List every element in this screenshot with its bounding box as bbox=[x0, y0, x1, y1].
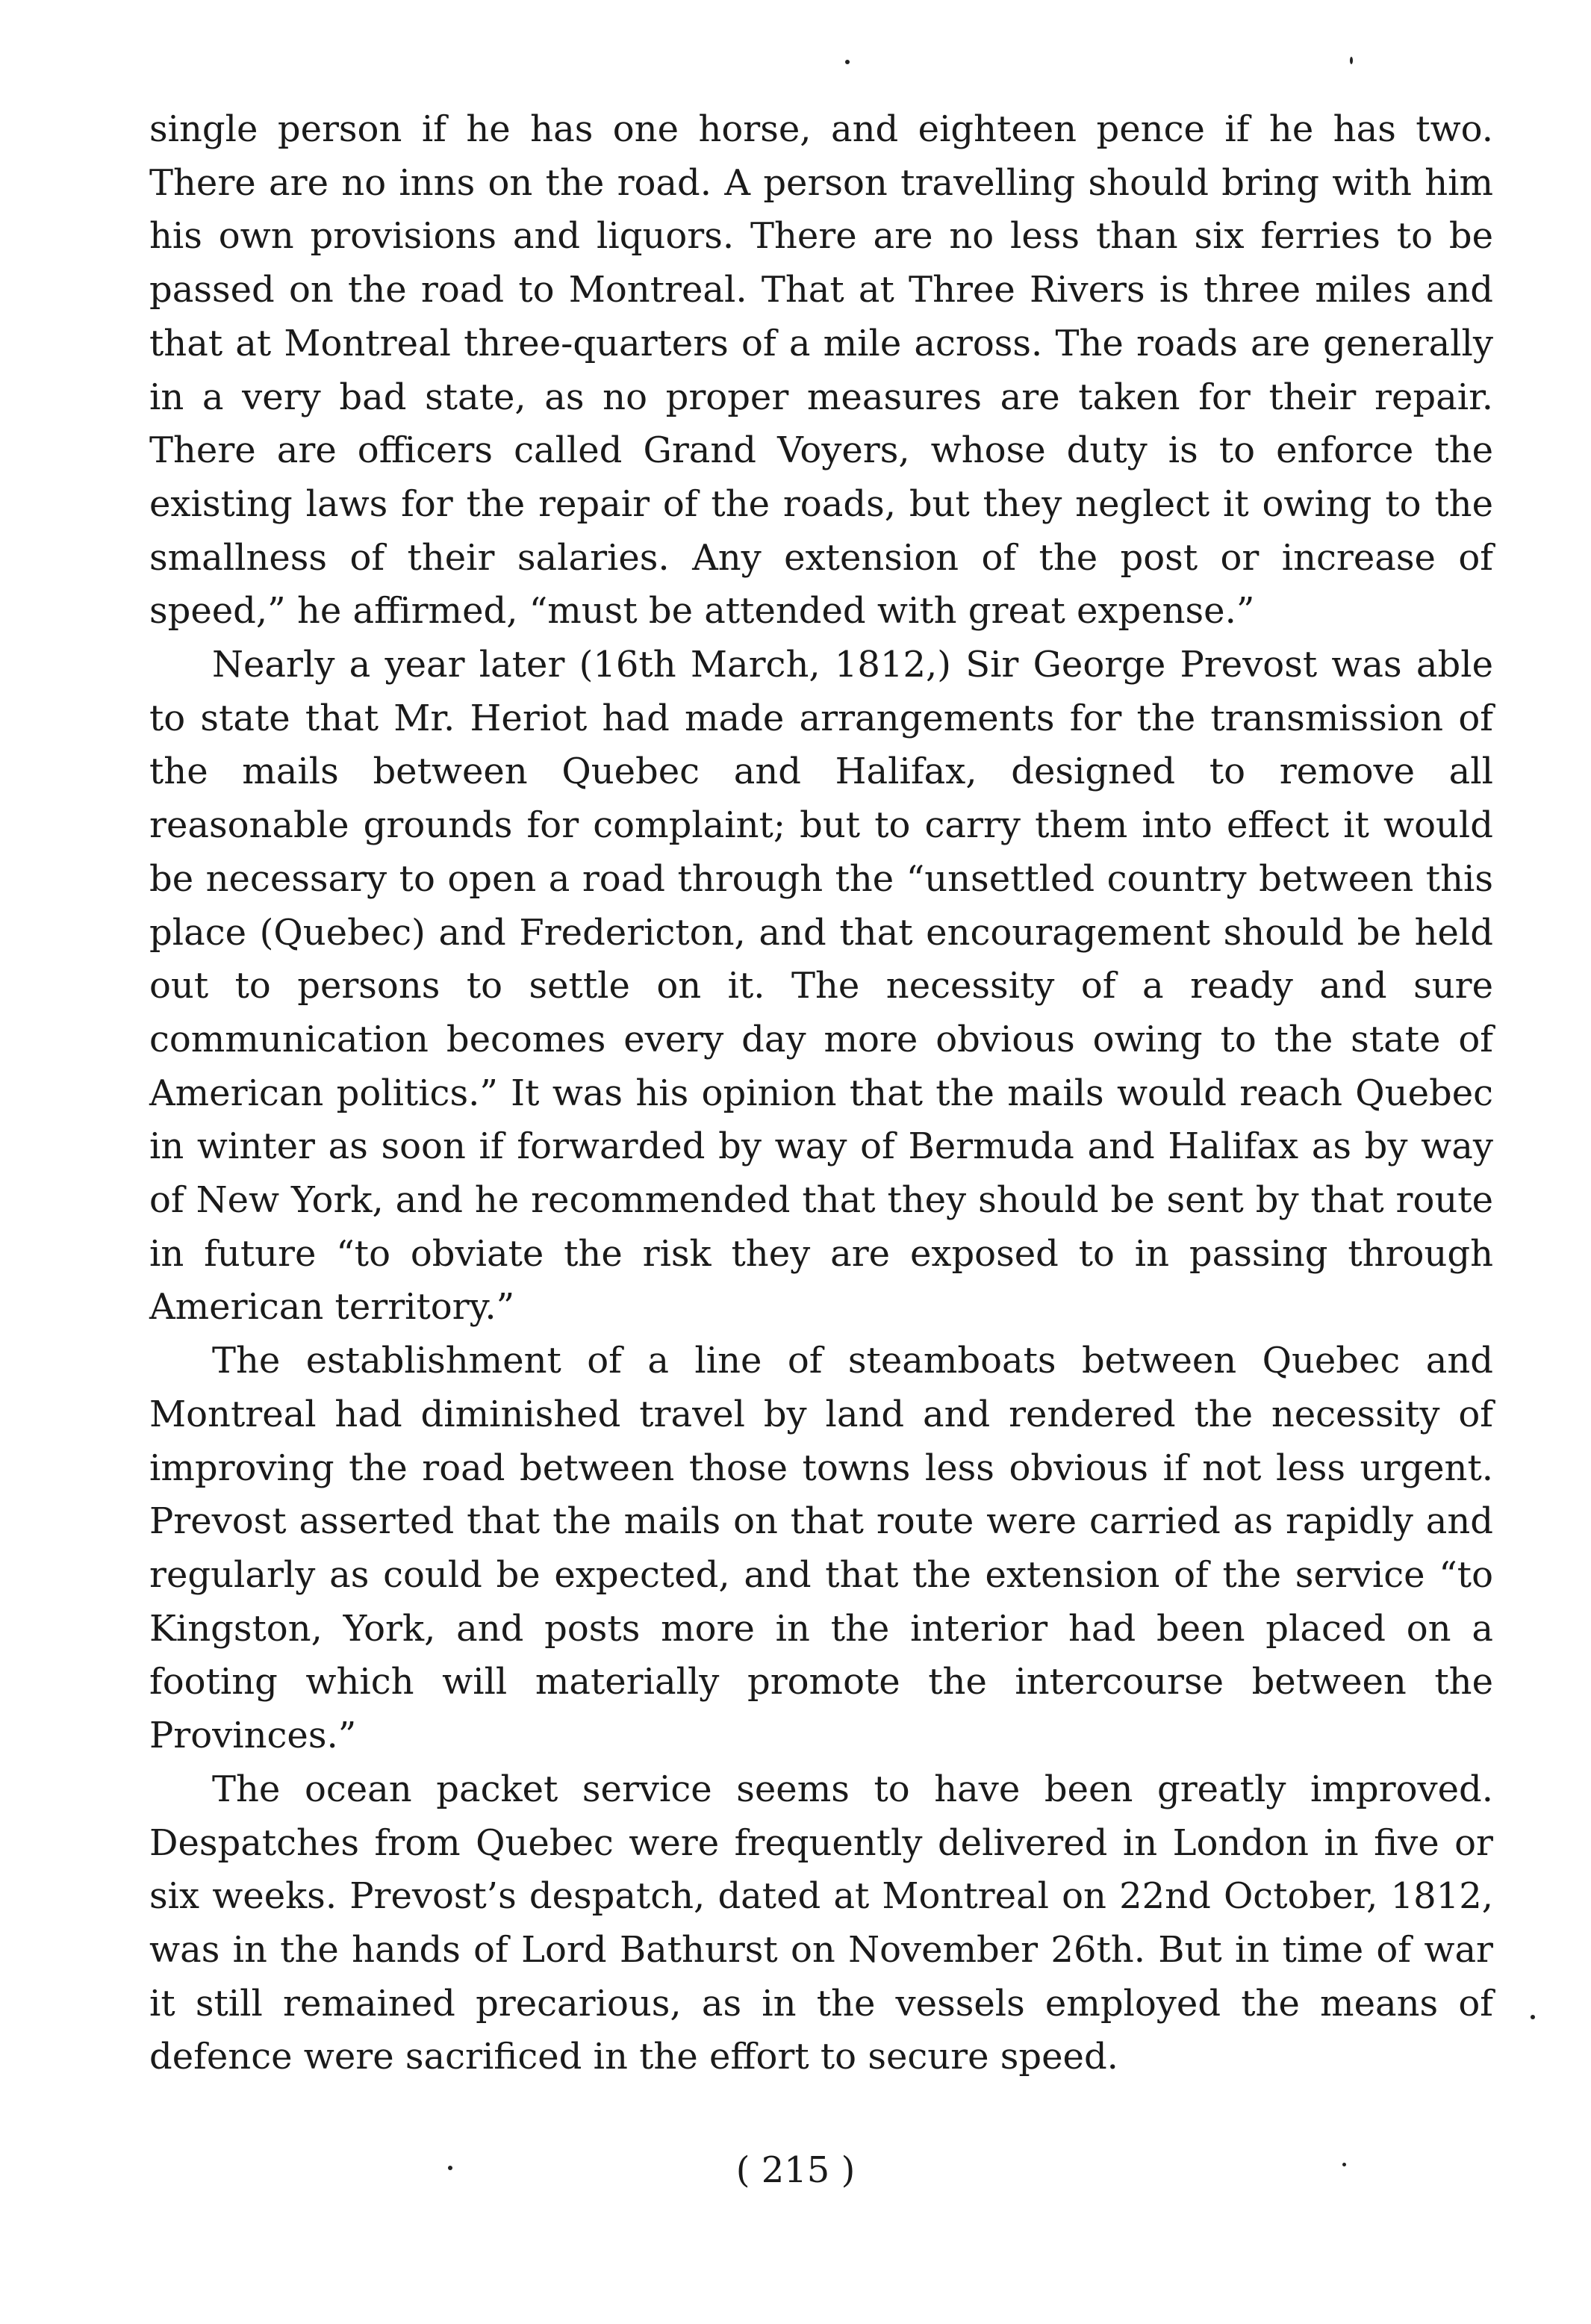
paragraph-2: Nearly a year later (16th March, 1812,) Sir George Prevost was able to state that Mr. Heriot had made arrangements for the transmission of the mails between Quebec and Halifax, designed to remove all reasonable grounds for complaint; but to carry them into effect it would be necessary to open a road through the “unsettled country between this place (Quebec) and Fredericton, and that encouragement should be held out to persons to settle on it. The necessity of a ready and sure communication becomes every day more obvious owing to the state of American politics.” It was his opinion that the mails would reach Quebec in winter as soon if forwarded by way of Bermuda and Halifax as by way of New York, and he recommended that they should be sent by that route in future “to obviate the risk they are exposed to in passing through American territory.” bbox=[149, 644, 1493, 1329]
print-speck bbox=[845, 60, 850, 64]
print-speck bbox=[1350, 57, 1353, 64]
page-number: ( 215 ) bbox=[735, 2149, 856, 2191]
paragraph-3: The establishment of a line of steamboats between Quebec and Montreal had diminished travel by land and rendered the necessity of improving the road between those towns less obvious if not less urgent. Prevost asserted that the mails on that route were carried as rapidly and regularly as could be expected, and that the extension of the service “to Kingston, York, and posts more in the interior had been placed on a footing which will materially promote the intercourse between the Provinces.” bbox=[149, 1340, 1493, 1757]
body-text bbox=[149, 103, 1493, 2084]
print-speck bbox=[1531, 2015, 1535, 2019]
paragraph-4: The ocean packet service seems to have been greatly improved. Despatches from Quebec were frequently delivered in London in five or six weeks. Prevost’s despatch, dated at Montreal on 22nd October, 1812, was in the hands of Lord Bathurst on November 26th. But in time of war it still remained precarious, as in the vessels employed the means of defence were sacrificed in the effort to secure speed. bbox=[149, 1768, 1493, 2078]
paragraph-1: single person if he has one horse, and eighteen pence if he has two. There are no inns on the road. A person travelling should bring with him his own provisions and liquors. There are no less than six ferries to be passed on the road to Montreal. That at Three Rivers is three miles and that at Montreal three-quarters of a mile across. The roads are generally in a very bad state, as no proper measures are taken for their repair. There are officers called Grand Voyers, whose duty is to enforce the existing laws for the repair of the roads, but they neglect it owing to the smallness of their salaries. Any extension of the post or increase of speed,” he affirmed, “must be attended with great expense.” bbox=[149, 108, 1493, 633]
